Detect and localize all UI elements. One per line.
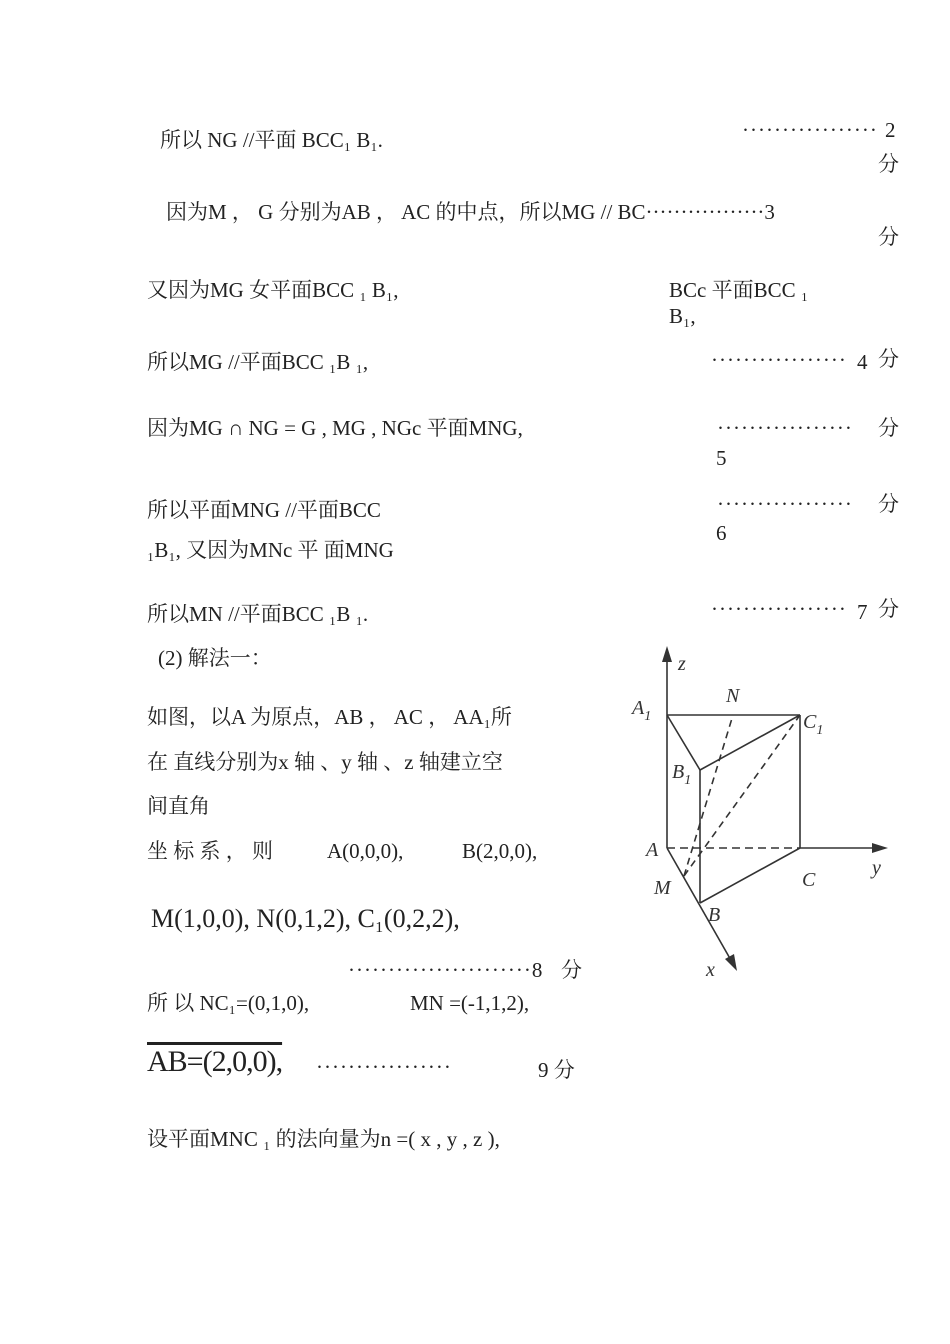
edge-b1-c1: [700, 715, 800, 770]
text-line-2: 因为M ， G 分别为AB ， AC 的中点，所以MG // BC·················3: [166, 200, 775, 224]
score-9: 9 分: [538, 1058, 575, 1082]
score-number-4: 4: [857, 350, 868, 374]
text-line-4: 所以MG //平面BCC ₁B ₁,: [147, 350, 369, 374]
text-line-9: 如图，以A 为原点，AB ， AC ， AA₁所: [147, 705, 512, 729]
text-line-11: 间直角: [147, 794, 210, 818]
coord-b: B(2,0,0),: [462, 839, 538, 863]
score-unit-7: 分: [878, 597, 899, 621]
vector-nc1: 所 以 NC₁=(0,1,0),: [147, 991, 310, 1015]
score-number-5: 5: [716, 446, 727, 470]
score-dots-7: ·················: [711, 597, 847, 621]
score-unit-2: 分: [878, 152, 899, 176]
part-2-heading: (2) 解法一：: [158, 646, 272, 670]
score-dots-9: ·················: [316, 1055, 452, 1079]
label-n: N: [726, 685, 740, 707]
text-line-1: 所以 NG //平面 BCC₁ B₁.: [160, 128, 383, 152]
label-c1: $C_1$: [803, 711, 824, 738]
text-line-6-cont: ₁B₁, 又因为MNc 平 面MNG: [147, 538, 394, 562]
text-line-5: 因为MG ∩ NG = G , MG , NGc 平面MNG,: [147, 416, 523, 440]
text-line-10: 在 直线分别为x 轴 、y 轴 、z 轴建立空: [147, 750, 503, 774]
score-dots-5: ·················: [717, 416, 853, 440]
edge-b-c: [700, 848, 800, 903]
x-axis-arrow: [725, 954, 737, 971]
label-z: z: [678, 653, 686, 675]
y-axis-arrow: [872, 843, 888, 853]
score-unit-8: 分: [561, 958, 582, 982]
prism-coordinate-figure: [620, 640, 900, 980]
score-unit-4: 分: [878, 347, 899, 371]
score-number-6: 6: [716, 521, 727, 545]
score-dots-8: ·······················8: [348, 958, 544, 982]
score-unit-3: 分: [878, 225, 899, 249]
label-c: C: [802, 869, 816, 891]
text-line-7: 所以MN //平面BCC ₁B ₁.: [147, 602, 369, 626]
label-m: M: [654, 877, 671, 899]
label-b1: $B_1$: [672, 761, 692, 788]
score-dots-4: ·················: [711, 348, 847, 372]
label-x: x: [706, 959, 715, 980]
vector-ab: AB=(2,0,0),: [147, 1045, 283, 1078]
text-line-3-right: BCc 平面BCC ₁: [669, 278, 809, 302]
label-a1: $A_1$: [632, 697, 652, 724]
score-number-7: 7: [857, 600, 868, 624]
text-line-3-right-cont: B₁,: [669, 304, 696, 328]
score-dots-1: ·················: [742, 118, 878, 142]
label-a: A: [646, 839, 659, 861]
z-axis-arrow: [662, 646, 672, 662]
score-unit-6: 分: [878, 492, 899, 516]
text-line-3: 又因为MG 女平面BCC ₁ B₁,: [147, 278, 399, 302]
coord-a: A(0,0,0),: [327, 839, 404, 863]
label-b: B: [708, 904, 721, 926]
segment-m-c1: [684, 715, 800, 876]
segment-m-n: [684, 715, 733, 876]
vector-mn: MN =(-1,1,2),: [410, 991, 530, 1015]
score-dots-6: ·················: [717, 492, 853, 516]
label-y: y: [872, 857, 881, 879]
text-line-6: 所以平面MNG //平面BCC: [147, 498, 381, 522]
score-unit-5: 分: [878, 416, 899, 440]
score-number-2: 2: [885, 118, 896, 142]
text-line-17: 设平面MNC ₁ 的法向量为n =( x , y , z ),: [147, 1127, 500, 1151]
coords-line: M(1,0,0), N(0,1,2), C₁(0,2,2),: [151, 904, 460, 933]
text-line-12: 坐 标 系 ， 则: [147, 839, 273, 863]
